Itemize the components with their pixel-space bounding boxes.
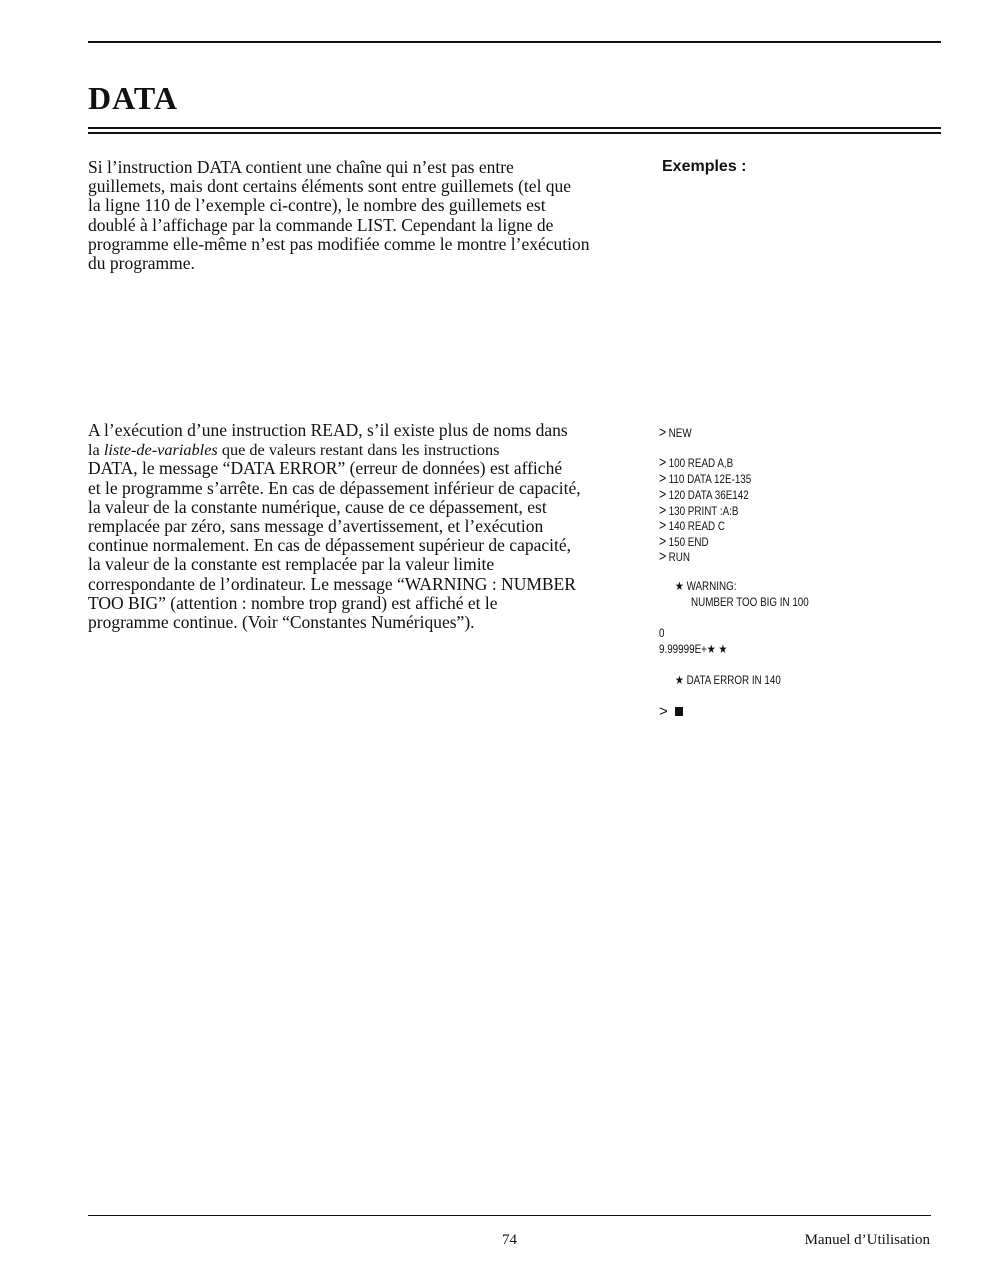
code-text: NEW [668, 426, 692, 440]
paragraph-line: guillemets, mais dont certains éléments sont entre guillemets (tel que [88, 176, 572, 197]
prompt-symbol: > [659, 454, 667, 471]
paragraph-line: remplacée par zéro, sans message d’avertissement, et l’exécution [88, 516, 544, 537]
code-line [659, 470, 751, 487]
paragraph-line: Si l’instruction DATA contient une chaîne qui n’est pas entre [88, 157, 514, 177]
code-line [675, 673, 781, 687]
code-line [659, 626, 664, 640]
prompt-symbol: > [659, 533, 667, 550]
code-line [659, 548, 690, 565]
code-line [659, 424, 692, 441]
page-title: DATA [88, 80, 178, 116]
code-text: WARNING: [686, 579, 737, 593]
star-icon: ★ [675, 579, 684, 593]
footer-rule [88, 1215, 931, 1216]
paragraph-line: du programme. [88, 253, 195, 274]
paragraph-line: programme continue. (Voir “Constantes Numériques”). [88, 612, 475, 633]
prompt-symbol: > [659, 486, 667, 503]
code-line [675, 579, 737, 593]
code-line [659, 486, 749, 503]
paragraph-read-overflow [88, 421, 638, 632]
paragraph-line: doublé à l’affichage par la commande LIST. Cependant la ligne de [88, 214, 554, 235]
code-text: RUN [668, 550, 690, 564]
cursor-block-icon [675, 707, 683, 716]
prompt-symbol: > [659, 502, 667, 519]
code-line [659, 703, 683, 720]
paragraph-line: la ligne 110 de l’exemple ci-contre), le nombre des guillemets est [88, 195, 546, 216]
paragraph-line: et le programme s’arrête. En cas de dépassement inférieur de capacité, [88, 477, 581, 498]
code-line [659, 517, 725, 534]
paragraph-line: correspondante de l’ordinateur. Le message “WARNING : NUMBER [88, 573, 576, 594]
code-line [659, 454, 733, 471]
prompt-symbol: > [659, 703, 668, 720]
paragraph-quotes [88, 158, 638, 273]
star-icon: ★ [706, 642, 716, 656]
paragraph-line: la valeur de la constante numérique, cause de ce dépassement, est [88, 496, 547, 517]
paragraph-line: continue normalement. En cas de dépassement supérieur de capacité, [88, 535, 571, 556]
code-text: 100 READ A,B [668, 456, 734, 470]
prompt-symbol: > [659, 470, 667, 487]
code-text: 110 DATA 12E-135 [668, 472, 752, 486]
paragraph-line [88, 440, 638, 459]
paragraph-line: TOO BIG” (attention : nombre trop grand) est affiché et le [88, 592, 498, 613]
code-line [659, 642, 727, 656]
paragraph-line: DATA, le message “DATA ERROR” (erreur de données) est affiché [88, 458, 563, 479]
prompt-symbol: > [659, 424, 667, 441]
star-icon: ★ [675, 673, 684, 687]
text-segment: que de valeurs restant dans les instructions [217, 440, 500, 460]
code-text: 150 END [668, 535, 709, 549]
prompt-symbol: > [659, 517, 667, 534]
examples-heading: Exemples : [662, 158, 747, 175]
paragraph-line: programme elle-même n’est pas modifiée comme le montre l’exécution [88, 233, 590, 254]
code-text: 9.99999E+ [659, 642, 707, 656]
code-text: 120 DATA 36E142 [668, 488, 749, 502]
text-segment: la [88, 440, 104, 460]
prompt-symbol: > [659, 548, 667, 565]
title-rule-lower [88, 132, 941, 134]
top-rule [88, 41, 941, 43]
code-text: NUMBER TOO BIG IN 100 [691, 595, 809, 609]
paragraph-line: la valeur de la constante est remplacée par la valeur limite [88, 554, 495, 575]
page-number: 74 [502, 1232, 517, 1248]
paragraph-line: A l’exécution d’une instruction READ, s’il existe plus de noms dans [88, 420, 568, 440]
italic-term: liste-de-variables [103, 440, 218, 460]
code-text: DATA ERROR IN 140 [686, 673, 781, 687]
star-icon: ★ [718, 642, 728, 656]
code-line [691, 595, 809, 609]
title-rule-upper [88, 127, 941, 129]
code-text: 140 READ C [668, 519, 725, 533]
code-text: 130 PRINT :A:B [668, 504, 739, 518]
code-text: 0 [659, 626, 665, 640]
manual-name: Manuel d’Utilisation [804, 1232, 930, 1248]
